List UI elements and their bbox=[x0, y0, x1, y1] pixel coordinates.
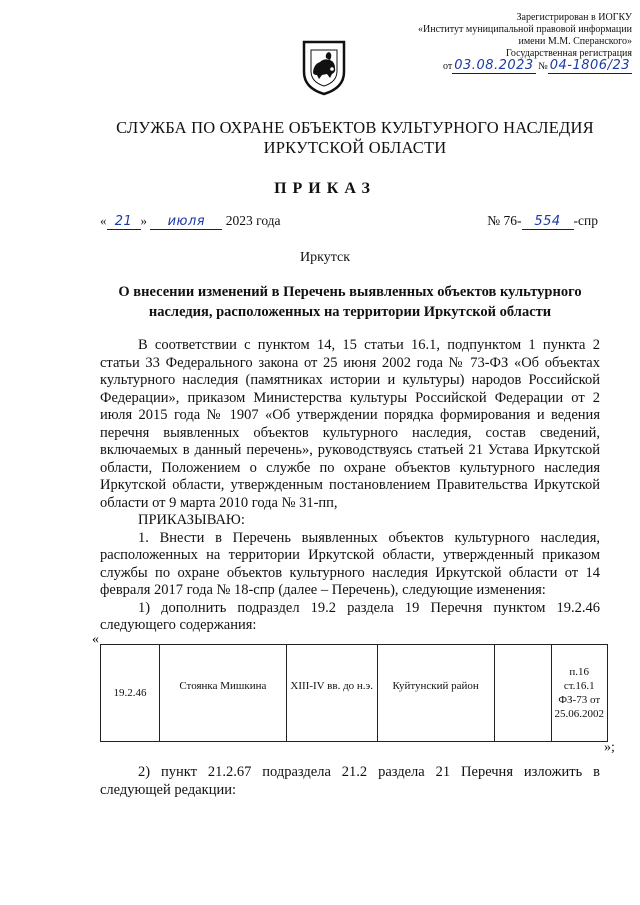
year-text: 2023 года bbox=[225, 213, 281, 228]
item-1-1-paragraph: 1) дополнить подраздел 19.2 раздела 19 Перечня пунктом 19.2.46 следующего содержания: bbox=[100, 599, 600, 633]
order-body-continued bbox=[100, 764, 600, 799]
date-open-quote: « bbox=[100, 213, 107, 228]
table-close-quote: »; bbox=[604, 740, 615, 755]
city: Иркутск bbox=[299, 250, 351, 265]
registration-prefix-from: от bbox=[443, 61, 453, 72]
table-open-quote: « bbox=[92, 632, 99, 647]
cell-object-name: Стоянка Мишкина bbox=[159, 645, 286, 742]
document-type: ПРИКАЗ bbox=[274, 180, 376, 197]
registration-date-handwritten: 03.08.2023 bbox=[454, 58, 534, 73]
table-row bbox=[101, 645, 608, 742]
date-close-quote: » bbox=[140, 213, 147, 228]
organization-title bbox=[60, 118, 640, 158]
item-1-paragraph: 1. Внести в Перечень выявленных объектов культурного наследия, расположенных на территории Иркутской области, утвержденный приказом службы по охране объектов культурного наследия Иркутской области от 14 февраля 2017 года № 18-спр (далее – Перечень), следующие изменения: bbox=[100, 529, 600, 598]
order-number bbox=[487, 213, 598, 230]
month-handwritten: июля bbox=[150, 214, 222, 230]
registration-stamp bbox=[418, 12, 632, 73]
cell-number: 19.2.46 bbox=[101, 645, 160, 742]
registration-line-3: имени М.М. Сперанского» bbox=[518, 36, 632, 47]
cell-address bbox=[494, 645, 551, 742]
organization-line-1: СЛУЖБА ПО ОХРАНЕ ОБЪЕКТОВ КУЛЬТУРНОГО НАСЛЕДИЯ bbox=[116, 118, 594, 137]
registration-line-1: Зарегистрирован в ИОГКУ bbox=[516, 12, 632, 23]
subject-line-2: наследия, расположенных на территории Иркутской области bbox=[148, 304, 552, 320]
cell-legal-basis: п.16 ст.16.1 ФЗ-73 от 25.06.2002 bbox=[551, 645, 608, 742]
irkutsk-coat-of-arms-icon bbox=[300, 38, 348, 96]
registration-date-row bbox=[418, 60, 632, 73]
registration-number-handwritten: 04-1806/23 bbox=[549, 58, 630, 73]
registration-line-4: Государственная регистрация bbox=[505, 48, 632, 59]
number-prefix: № 76- bbox=[487, 213, 522, 228]
cell-location: Куйтунский район bbox=[377, 645, 494, 742]
item-1-2-paragraph: 2) пункт 21.2.67 подраздела 21.2 раздела 21 Перечня изложить в следующей редакции: bbox=[100, 764, 600, 798]
cell-dating: XIII-IV вв. до н.э. bbox=[286, 645, 377, 742]
subject-line-1: О внесении изменений в Перечень выявленных объектов культурного bbox=[118, 284, 582, 300]
day-handwritten: 21 bbox=[107, 214, 141, 230]
number-suffix: -спр bbox=[573, 213, 598, 228]
registration-line-2: «Институт муниципальной правовой информации bbox=[418, 24, 632, 35]
order-word: ПРИКАЗЫВАЮ: bbox=[138, 512, 245, 528]
order-date bbox=[100, 213, 281, 230]
order-subject bbox=[100, 282, 600, 322]
number-handwritten: 554 bbox=[522, 214, 574, 230]
organization-line-2: ИРКУТСКОЙ ОБЛАСТИ bbox=[263, 138, 447, 157]
heritage-object-table bbox=[100, 644, 608, 742]
registration-prefix-no: № bbox=[538, 61, 548, 72]
order-body bbox=[100, 337, 600, 635]
preamble-paragraph: В соответствии с пунктом 14, 15 статьи 16.1, подпунктом 1 пункта 2 статьи 33 Федерального закона от 25 июня 2002 года № 73-ФЗ «Об объектах культурного наследия (памятниках истории и культуры) народов Российской Федерации», приказом Министерства культуры Российской Федерации от 2 июля 2015 года № 1907 «Об утверждении порядка формирования и ведения перечня выявленных объектов культурного наследия, состав сведений, включаемых в данный перечень», руководствуясь статьей 21 Устава Иркутской области, Положением о службе по охране объектов культурного наследия Иркутской области, утвержденным постановлением Правительства Иркутской области от 9 марта 2010 года № 31-пп, bbox=[100, 337, 600, 511]
